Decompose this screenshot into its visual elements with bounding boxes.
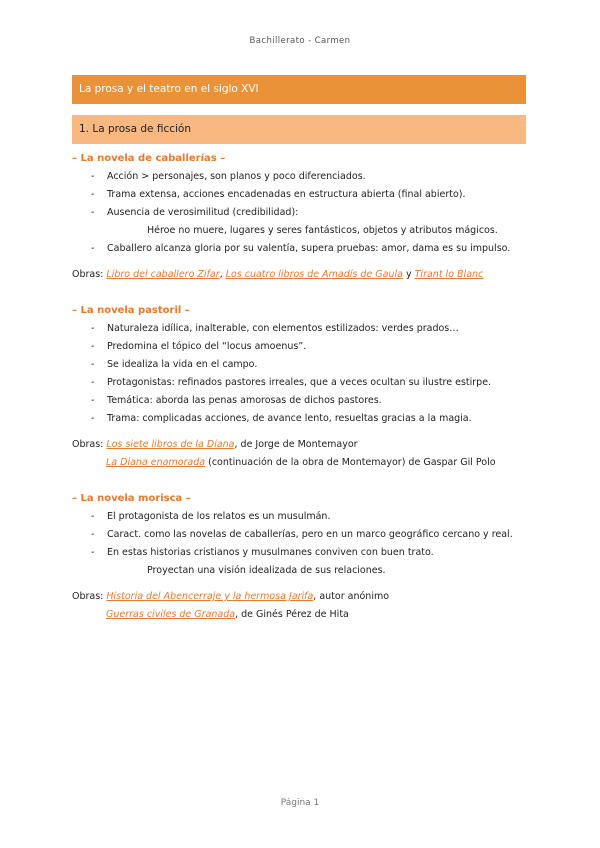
subheading-caballerias: – La novela de caballerías – <box>72 153 226 164</box>
subheading-pastoril: – La novela pastoril – <box>72 305 190 316</box>
list-item: - Caract. como las novelas de caballerías, pero en un marco geográfico cercano y real. <box>72 526 532 544</box>
work-link-zifar[interactable]: Libro del caballero Zifar <box>106 269 220 280</box>
work-link-abencerraje[interactable]: Historia del Abencerraje y la hermosa Jarifa <box>106 591 314 602</box>
work-link-guerras-civiles[interactable]: Guerras civiles de Granada <box>106 609 236 620</box>
work-link-diana[interactable]: Los siete libros de la Diana <box>106 439 235 450</box>
list-item: - Caballero alcanza gloria por su valentía, supera pruebas: amor, dama es su impulso. <box>72 240 532 258</box>
page-header: Bachillerato - Carmen <box>249 36 351 46</box>
list-item: - Temática: aborda las penas amorosas de dichos pastores. <box>72 392 532 410</box>
list-item: - Trama: complicadas acciones, de avance lento, resueltas gracias a la magia. <box>72 410 532 428</box>
list-item: - Acción > personajes, son planos y poco diferenciados. <box>72 168 532 186</box>
obras-morisca <box>72 588 532 606</box>
work-detail: , autor anónimo <box>313 591 390 602</box>
obras-label: Obras: <box>72 439 107 450</box>
list-subline: Proyectan una visión idealizada de sus relaciones. <box>147 565 386 576</box>
list-item: - Se idealiza la vida en el campo. <box>72 356 532 374</box>
work-detail: , de Jorge de Montemayor <box>234 439 358 450</box>
subheading-morisca: – La novela morisca – <box>72 493 191 504</box>
list-item: - Protagonistas: refinados pastores irreales, que a veces ocultan su ilustre estirpe. <box>72 374 532 392</box>
obras-label: Obras: <box>72 269 107 280</box>
work-link-tirant[interactable]: Tirant lo Blanc <box>414 269 484 280</box>
separator: y <box>402 269 415 280</box>
separator: , <box>219 269 226 280</box>
obras-morisca-cont <box>72 606 532 624</box>
work-link-amadis[interactable]: Los cuatro libros de Amadís de Gaula <box>225 269 403 280</box>
list-caballerias <box>72 168 532 222</box>
obras-caballerias <box>72 266 532 284</box>
page-number: Página 1 <box>280 798 320 808</box>
list-item: - Naturaleza idílica, inalterable, con elementos estilizados: verdes prados… <box>72 320 532 338</box>
list-item: - Trama extensa, acciones encadenadas en estructura abierta (final abierto). <box>72 186 532 204</box>
obras-label: Obras: <box>72 591 107 602</box>
obras-pastoril-cont <box>72 454 532 472</box>
obras-pastoril <box>72 436 532 454</box>
list-morisca <box>72 508 532 562</box>
list-caballerias-cont <box>72 240 532 258</box>
work-link-diana-enamorada[interactable]: La Diana enamorada <box>106 457 206 468</box>
main-content <box>72 150 532 624</box>
list-item: - Ausencia de verosimilitud (credibilidad): <box>72 204 532 222</box>
work-detail: (continuación de la obra de Montemayor) de Gaspar Gil Polo <box>205 457 496 468</box>
work-detail: , de Ginés Pérez de Hita <box>235 609 349 620</box>
list-subline: Héroe no muere, lugares y seres fantásticos, objetos y atributos mágicos. <box>147 225 498 236</box>
list-item: - En estas historias cristianos y musulmanes conviven con buen trato. <box>72 544 532 562</box>
list-pastoril <box>72 320 532 428</box>
document-title: La prosa y el teatro en el siglo XVI <box>72 75 526 104</box>
list-item: - Predomina el tópico del “locus amoenus”. <box>72 338 532 356</box>
list-item: - El protagonista de los relatos es un musulmán. <box>72 508 532 526</box>
section-title: 1. La prosa de ficción <box>72 115 526 144</box>
